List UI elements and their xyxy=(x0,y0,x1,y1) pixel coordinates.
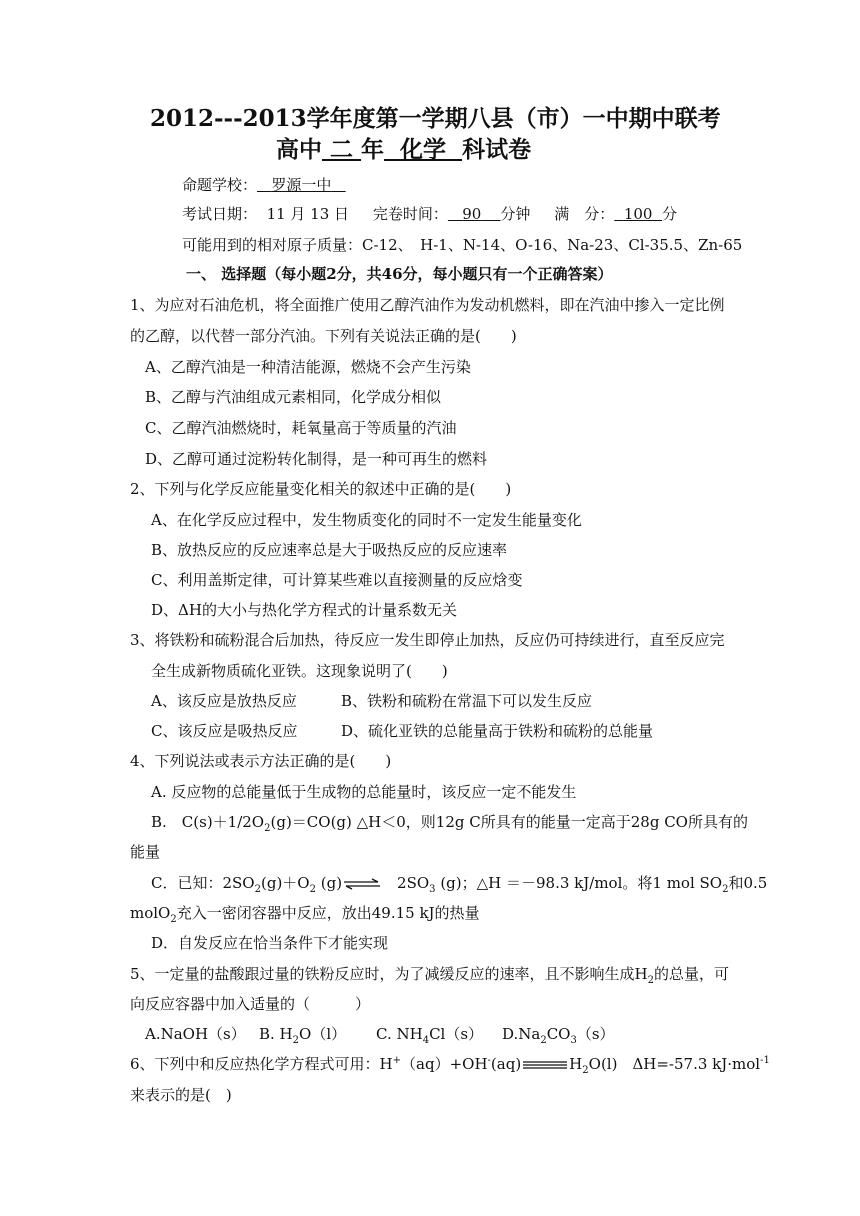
duration-unit: 分钟 xyxy=(500,205,531,223)
date-label: 考试日期： xyxy=(182,205,258,223)
q5-option-a: A.NaOH（s） xyxy=(145,1025,246,1043)
score-label: 满 分： xyxy=(554,205,615,223)
q3-option-b: B、铁粉和硫粉在常温下可以发生反应 xyxy=(341,692,593,710)
duration-value: 90 xyxy=(462,205,482,223)
q1-stem-line2: 的乙醇，以代替一部分汽油。下列有关说法正确的是( ) xyxy=(130,327,517,345)
q3-option-d: D、硫化亚铁的总能量高于铁粉和硫粉的总能量 xyxy=(341,722,654,740)
q5-option-d: $D.Na_2CO_3(s)$ xyxy=(502,1025,615,1046)
score-value: 100 xyxy=(623,205,653,223)
q2-option-c: C、利用盖斯定律，可计算某些难以直接测量的反应焓变 xyxy=(151,571,523,589)
exam-title-line2 xyxy=(276,136,531,164)
q3-option-c: C、该反应是吸热反应 xyxy=(151,722,298,740)
school-value: 罗源一中 xyxy=(271,176,332,194)
q3-stem-line2: 全生成新物质硫化亚铁。这现象说明了( ) xyxy=(151,662,448,680)
q5-option-b: B. $H_2O(l)$ xyxy=(259,1025,347,1046)
q2-option-a: A、在化学反应过程中，发生物质变化的同时不一定发生能量变化 xyxy=(151,511,582,529)
date-value: 11 月 13 日 xyxy=(266,205,350,223)
q5-stem-line2: 向反应容器中加入适量的（ ） xyxy=(130,995,371,1013)
q4-option-b: B. $C(s)+1/2O_2(g)=CO(g)$ △H＜0，则12g C所具有的能量一定高于28g CO所具有的 xyxy=(151,813,748,834)
q2-stem: 2、下列与化学反应能量变化相关的叙述中正确的是( ) xyxy=(130,480,512,498)
title-subject: 化学 xyxy=(400,136,447,163)
equilibrium-arrow-icon xyxy=(342,878,382,890)
q1-option-b: B、乙醇与汽油组成元素相同，化学成分相似 xyxy=(145,388,442,406)
q6-stem-line1: 6、下列中和反应热化学方程式可用：H+（aq）+OH-(aq) $H_2O(l)$ ΔH=-57.3 kJ·mol$^{-1}$ xyxy=(130,1055,770,1076)
q1-option-d: D、乙醇可通过淀粉转化制得，是一种可再生的燃料 xyxy=(145,450,488,468)
q1-stem-line1: 1、为应对石油危机，将全面推广使用乙醇汽油作为发动机燃料，即在汽油中掺入一定比例 xyxy=(130,296,725,314)
q5-stem-line1: 5、一定量的盐酸跟过量的铁粉反应时，为了减缓反应的速率，且不影响生成$H_2$的总量，可 xyxy=(130,965,730,986)
q5-option-c: C. $NH_4Cl(s)$ xyxy=(376,1025,484,1046)
q4-stem: 4、下列说法或表示方法正确的是( ) xyxy=(130,752,392,770)
q1-option-c: C、乙醇汽油燃烧时，耗氧量高于等质量的汽油 xyxy=(145,419,457,437)
atomic-masses-line: 可能用到的相对原子质量：C-12、 H-1、N-14、O-16、Na-23、Cl-35.5、Zn-65 xyxy=(182,236,743,254)
title-grade: 二 xyxy=(330,136,354,163)
q3-option-a: A、该反应是放热反应 xyxy=(151,692,297,710)
school-label: 命题学校： xyxy=(182,176,258,194)
title-prefix: 高中 xyxy=(276,136,322,163)
q4-option-b-cont: 能量 xyxy=(130,843,161,861)
section-heading: 一、 选择题（每小题2分，共46分，每小题只有一个正确答案） xyxy=(186,265,613,283)
q4-option-c-cont: molO$_2$充入一密闭容器中反应，放出49.15 kJ的热量 xyxy=(130,904,480,925)
score-unit: 分 xyxy=(662,205,678,223)
q4-option-c: C．已知：$2SO_2(g)+O_2$ (g) $2SO_3$ (g)；△H ＝－98.3 kJ/mol。将1 mol $SO_2$和0.5 xyxy=(151,874,768,895)
duration-label: 完卷时间： xyxy=(372,205,448,223)
q2-option-b: B、放热反应的反应速率总是大于吸热反应的反应速率 xyxy=(151,541,508,559)
equals-sign-icon xyxy=(521,1061,569,1069)
q4-option-d: D．自发反应在恰当条件下才能实现 xyxy=(151,934,389,952)
q6-stem-line2: 来表示的是( ) xyxy=(130,1086,232,1104)
q4-option-a: A. 反应物的总能量低于生成物的总能量时，该反应一定不能发生 xyxy=(151,783,577,801)
school-line xyxy=(182,175,346,195)
q1-option-a: A、乙醇汽油是一种清洁能源，燃烧不会产生污染 xyxy=(145,358,471,376)
title-year: 年 xyxy=(361,136,385,163)
exam-info-line xyxy=(182,204,677,224)
q2-option-d: D、ΔH的大小与热化学方程式的计量系数无关 xyxy=(151,601,457,619)
title-suffix: 科试卷 xyxy=(462,136,532,163)
exam-title-line1: 2012---2013学年度第一学期八县（市）一中期中联考 xyxy=(150,105,721,132)
q3-stem-line1: 3、将铁粉和硫粉混合后加热，待反应一发生即停止加热，反应仍可持续进行，直至反应完 xyxy=(130,631,725,649)
